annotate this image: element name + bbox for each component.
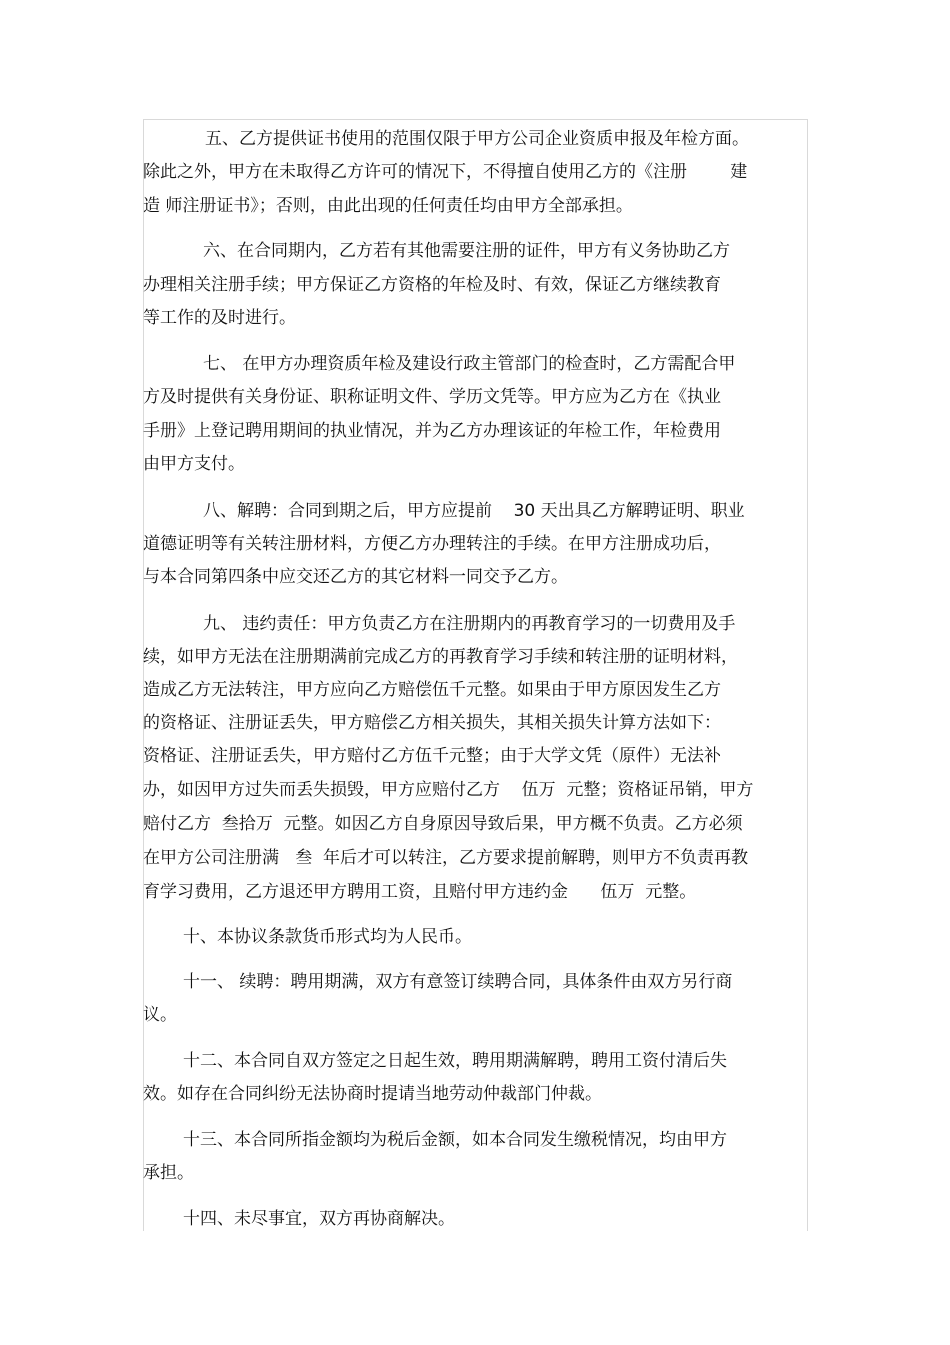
clause-line: 手册》上登记聘用期间的执业情况，并为乙方办理该证的年检工作，年检费用 (143, 421, 721, 441)
clause-line: 九、 违约责任：甲方负责乙方在注册期内的再教育学习的一切费用及手 (203, 614, 736, 634)
clause-line: 资格证、注册证丢失，甲方赔付乙方伍千元整；由于大学文凭（原件）无法补 (143, 746, 721, 766)
clause-line: 除此之外，甲方在未取得乙方许可的情况下，不得擅自使用乙方的《注册 建 (143, 162, 748, 182)
clause-line: 造 师注册证书》；否则，由此出现的任何责任均由甲方全部承担。 (143, 196, 633, 216)
clause-line: 五、乙方提供证书使用的范围仅限于甲方公司企业资质申报及年检方面。 (205, 129, 749, 149)
clause-line: 赔付乙方 叁拾万 元整。如因乙方自身原因导致后果，甲方概不负责。乙方必须 (143, 814, 743, 834)
page-frame-top (143, 119, 808, 120)
clause-line: 等工作的及时进行。 (143, 308, 296, 328)
clause-line: 十一、 续聘：聘用期满，双方有意签订续聘合同，具体条件由双方另行商 (183, 972, 733, 992)
clause-line: 十二、本合同自双方签定之日起生效，聘用期满解聘，聘用工资付清后失 (183, 1051, 727, 1071)
clause-line: 十四、未尽事宜，双方再协商解决。 (183, 1209, 455, 1229)
clause-line: 办，如因甲方过失而丢失损毁，甲方应赔付乙方 伍万 元整；资格证吊销，甲方 (143, 780, 754, 800)
clause-line: 续，如甲方无法在注册期满前完成乙方的再教育学习手续和转注册的证明材料， (143, 647, 738, 667)
clause-line: 十、本协议条款货币形式均为人民币。 (183, 927, 472, 947)
clause-line: 议。 (143, 1005, 177, 1025)
clause-line: 七、 在甲方办理资质年检及建设行政主管部门的检查时，乙方需配合甲 (203, 354, 736, 374)
clause-line: 承担。 (143, 1163, 194, 1183)
clause-line: 由甲方支付。 (143, 454, 245, 474)
clause-line: 效。如存在合同纠纷无法协商时提请当地劳动仲裁部门仲裁。 (143, 1084, 602, 1104)
clause-line: 方及时提供有关身份证、职称证明文件、学历文凭等。甲方应为乙方在《执业 (143, 387, 721, 407)
clause-line: 与本合同第四条中应交还乙方的其它材料一同交予乙方。 (143, 567, 568, 587)
page-frame-right (807, 119, 808, 1231)
clause-line: 六、在合同期内，乙方若有其他需要注册的证件，甲方有义务协助乙方 (203, 241, 730, 261)
clause-line: 道德证明等有关转注册材料，方便乙方办理转注的手续。在甲方注册成功后， (143, 534, 721, 554)
clause-line: 十三、本合同所指金额均为税后金额，如本合同发生缴税情况，均由甲方 (183, 1130, 727, 1150)
clause-line: 办理相关注册手续；甲方保证乙方资格的年检及时、有效，保证乙方继续教育 (143, 275, 721, 295)
clause-line: 八、解聘：合同到期之后，甲方应提前 30 天出具乙方解聘证明、职业 (203, 501, 745, 521)
clause-line: 的资格证、注册证丢失，甲方赔偿乙方相关损失，其相关损失计算方法如下： (143, 713, 721, 733)
clause-line: 在甲方公司注册满 叁 年后才可以转注，乙方要求提前解聘，则甲方不负责再教 (143, 848, 749, 868)
clause-line: 造成乙方无法转注，甲方应向乙方赔偿伍千元整。如果由于甲方原因发生乙方 (143, 680, 721, 700)
clause-line: 育学习费用，乙方退还甲方聘用工资，且赔付甲方违约金 伍万 元整。 (143, 882, 697, 902)
